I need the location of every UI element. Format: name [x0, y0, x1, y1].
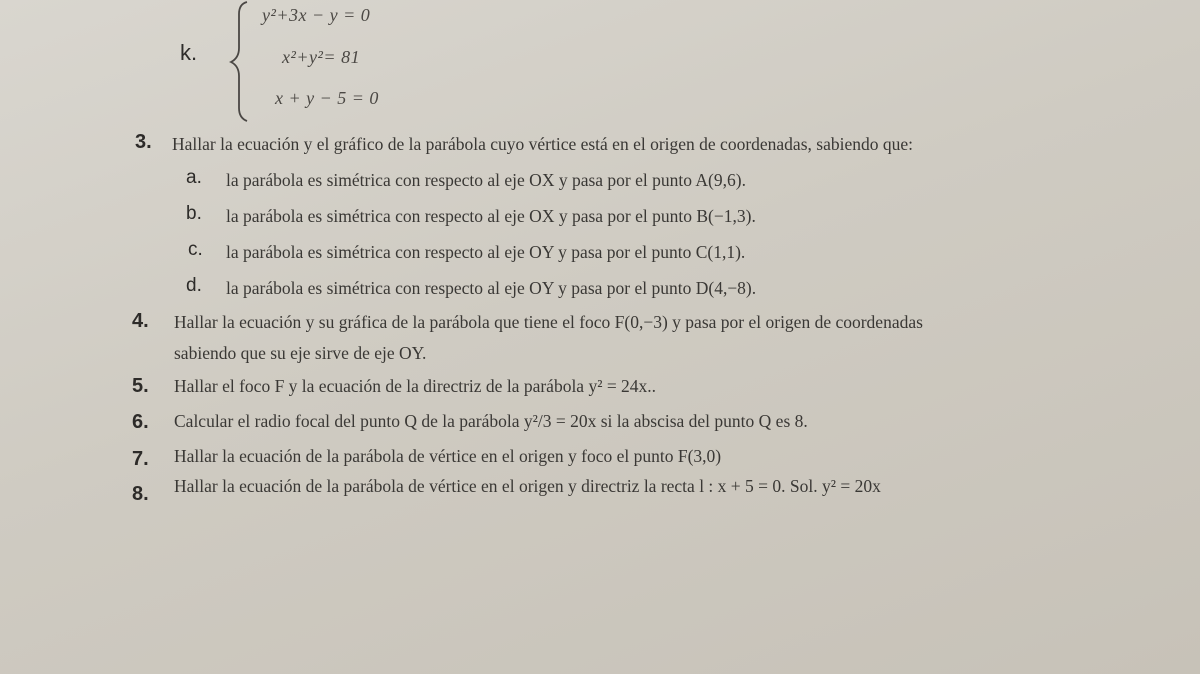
item-k-label: k. — [180, 40, 198, 65]
problem-6-text: Calcular el radio focal del punto Q de la parábola y²/3 = 20x si la abscisa del punto Q es 8. — [174, 411, 808, 431]
subitem-c-label: c. — [188, 239, 203, 260]
subitem-c-text: la parábola es simétrica con respecto al eje OY y pasa por el punto C(1,1). — [226, 242, 746, 262]
system-equation-2: x²+y²= 81 — [282, 47, 361, 67]
system-brace — [225, 0, 255, 125]
problem-7-number: 7. — [132, 448, 149, 470]
subitem-d-text: la parábola es simétrica con respecto al eje OY y pasa por el punto D(4,−8). — [226, 278, 757, 298]
subitem-a-label: a. — [186, 167, 202, 188]
system-equation-3: x + y − 5 = 0 — [275, 88, 379, 108]
problem-3-number: 3. — [135, 131, 152, 153]
problem-6-number: 6. — [132, 411, 149, 433]
problem-7-text: Hallar la ecuación de la parábola de vértice en el origen y foco el punto F(3,0) — [174, 446, 722, 466]
problem-5-text: Hallar el foco F y la ecuación de la directriz de la parábola y² = 24x.. — [174, 376, 657, 396]
subitem-a-text: la parábola es simétrica con respecto al eje OX y pasa por el punto A(9,6). — [226, 170, 746, 190]
problem-4-number: 4. — [132, 310, 149, 332]
problem-5-number: 5. — [132, 375, 149, 397]
problem-8-text: Hallar la ecuación de la parábola de vértice en el origen y directriz la recta l : x + 5 = 0. Sol. y² = 20x — [174, 476, 881, 496]
system-equation-1: y²+3x − y = 0 — [262, 5, 371, 25]
problem-8-number: 8. — [132, 483, 149, 505]
subitem-b-label: b. — [186, 203, 202, 224]
subitem-d-label: d. — [186, 275, 202, 296]
problem-4-text: Hallar la ecuación y su gráfica de la parábola que tiene el foco F(0,−3) y pasa por el origen de coordenadas — [174, 312, 923, 332]
problem-4-text-line2: sabiendo que su eje sirve de eje OY. — [174, 343, 427, 363]
problem-3-text: Hallar la ecuación y el gráfico de la parábola cuyo vértice está en el origen de coordenadas, sabiendo que: — [172, 134, 913, 154]
subitem-b-text: la parábola es simétrica con respecto al eje OX y pasa por el punto B(−1,3). — [226, 206, 756, 226]
